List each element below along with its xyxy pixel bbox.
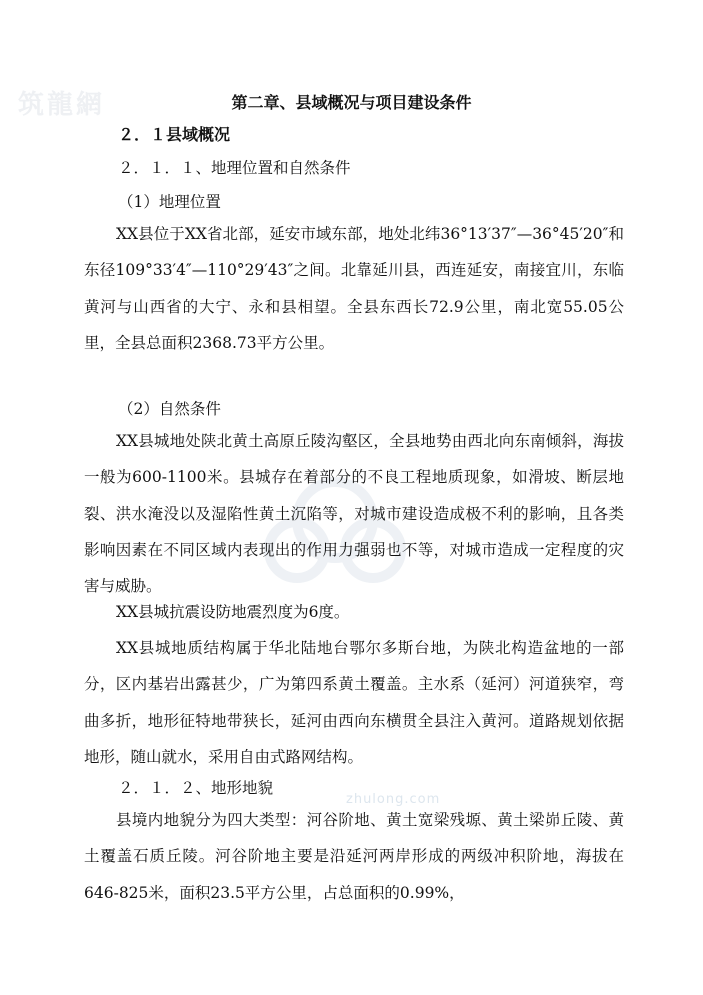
chapter-title: 第二章、县域概况与项目建设条件 [231,93,472,112]
paragraph-geology-text: XX县城地质结构属于华北陆地台鄂尔多斯台地，为陕北构造盆地的一部分，区内基岩出露甚少，广为第四系黄土覆盖。主水系（延河）河道狭窄，弯曲多折，地形征特地带狭长，延河由西向东横贯全县注入黄河。道路规划依据地形，随山就水，采用自由式路网结构。 [84,639,624,766]
paragraph-terrain-text: 县境内地貌分为四大类型：河谷阶地、黄土宽梁残塬、黄土梁峁丘陵、黄土覆盖石质丘陵。河谷阶地主要是沿延河两岸形成的两级冲积阶地，海拔在646-825米，面积23.5平方公里，占总面积的0.99%， [84,811,624,902]
paragraph-seismic-text: XX县城抗震设防地震烈度为6度。 [116,603,350,621]
paragraph-terrain [84,802,624,911]
subheading-location: （1）地理位置 [118,193,221,211]
paragraph-nature [84,423,624,604]
watermark-logo-text: 筑龍網 [18,90,106,120]
paragraph-location-text: XX县位于XX省北部，延安市域东部，地处北纬36°13′37″—36°45′20″和东径109°33′4″—110°29′43″之间。北靠延川县，西连延安，南接宜川，东临黄河与山西省的大宁、永和县相望。全县东西长72.9公里，南北宽55.05公里，全县总面积2368.73平方公里。 [84,225,624,352]
watermark-url: zhulong.com [346,792,441,807]
paragraph-nature-text: XX县城地处陕北黄土高原丘陵沟壑区，全县地势由西北向东南倾斜，海拔一般为600-1100米。县城存在着部分的不良工程地质现象，如滑坡、断层地裂、洪水淹没以及湿陷性黄土沉陷等，对城市建设造成极不利的影响，且各类影响因素在不同区域内表现出的作用力强弱也不等，对城市造成一定程度的灾害与威胁。 [84,432,624,596]
paragraph-location [84,216,624,361]
subheading-nature: （2）自然条件 [118,400,221,418]
section-heading-2-1-1: ２．１．１、地理位置和自然条件 [118,159,351,177]
section-heading-2-1: ２．１县域概况 [118,125,231,144]
paragraph-geology [84,630,624,775]
section-heading-2-1-2: ２．１．２、地形地貌 [118,779,274,797]
paragraph-seismic [84,594,624,630]
